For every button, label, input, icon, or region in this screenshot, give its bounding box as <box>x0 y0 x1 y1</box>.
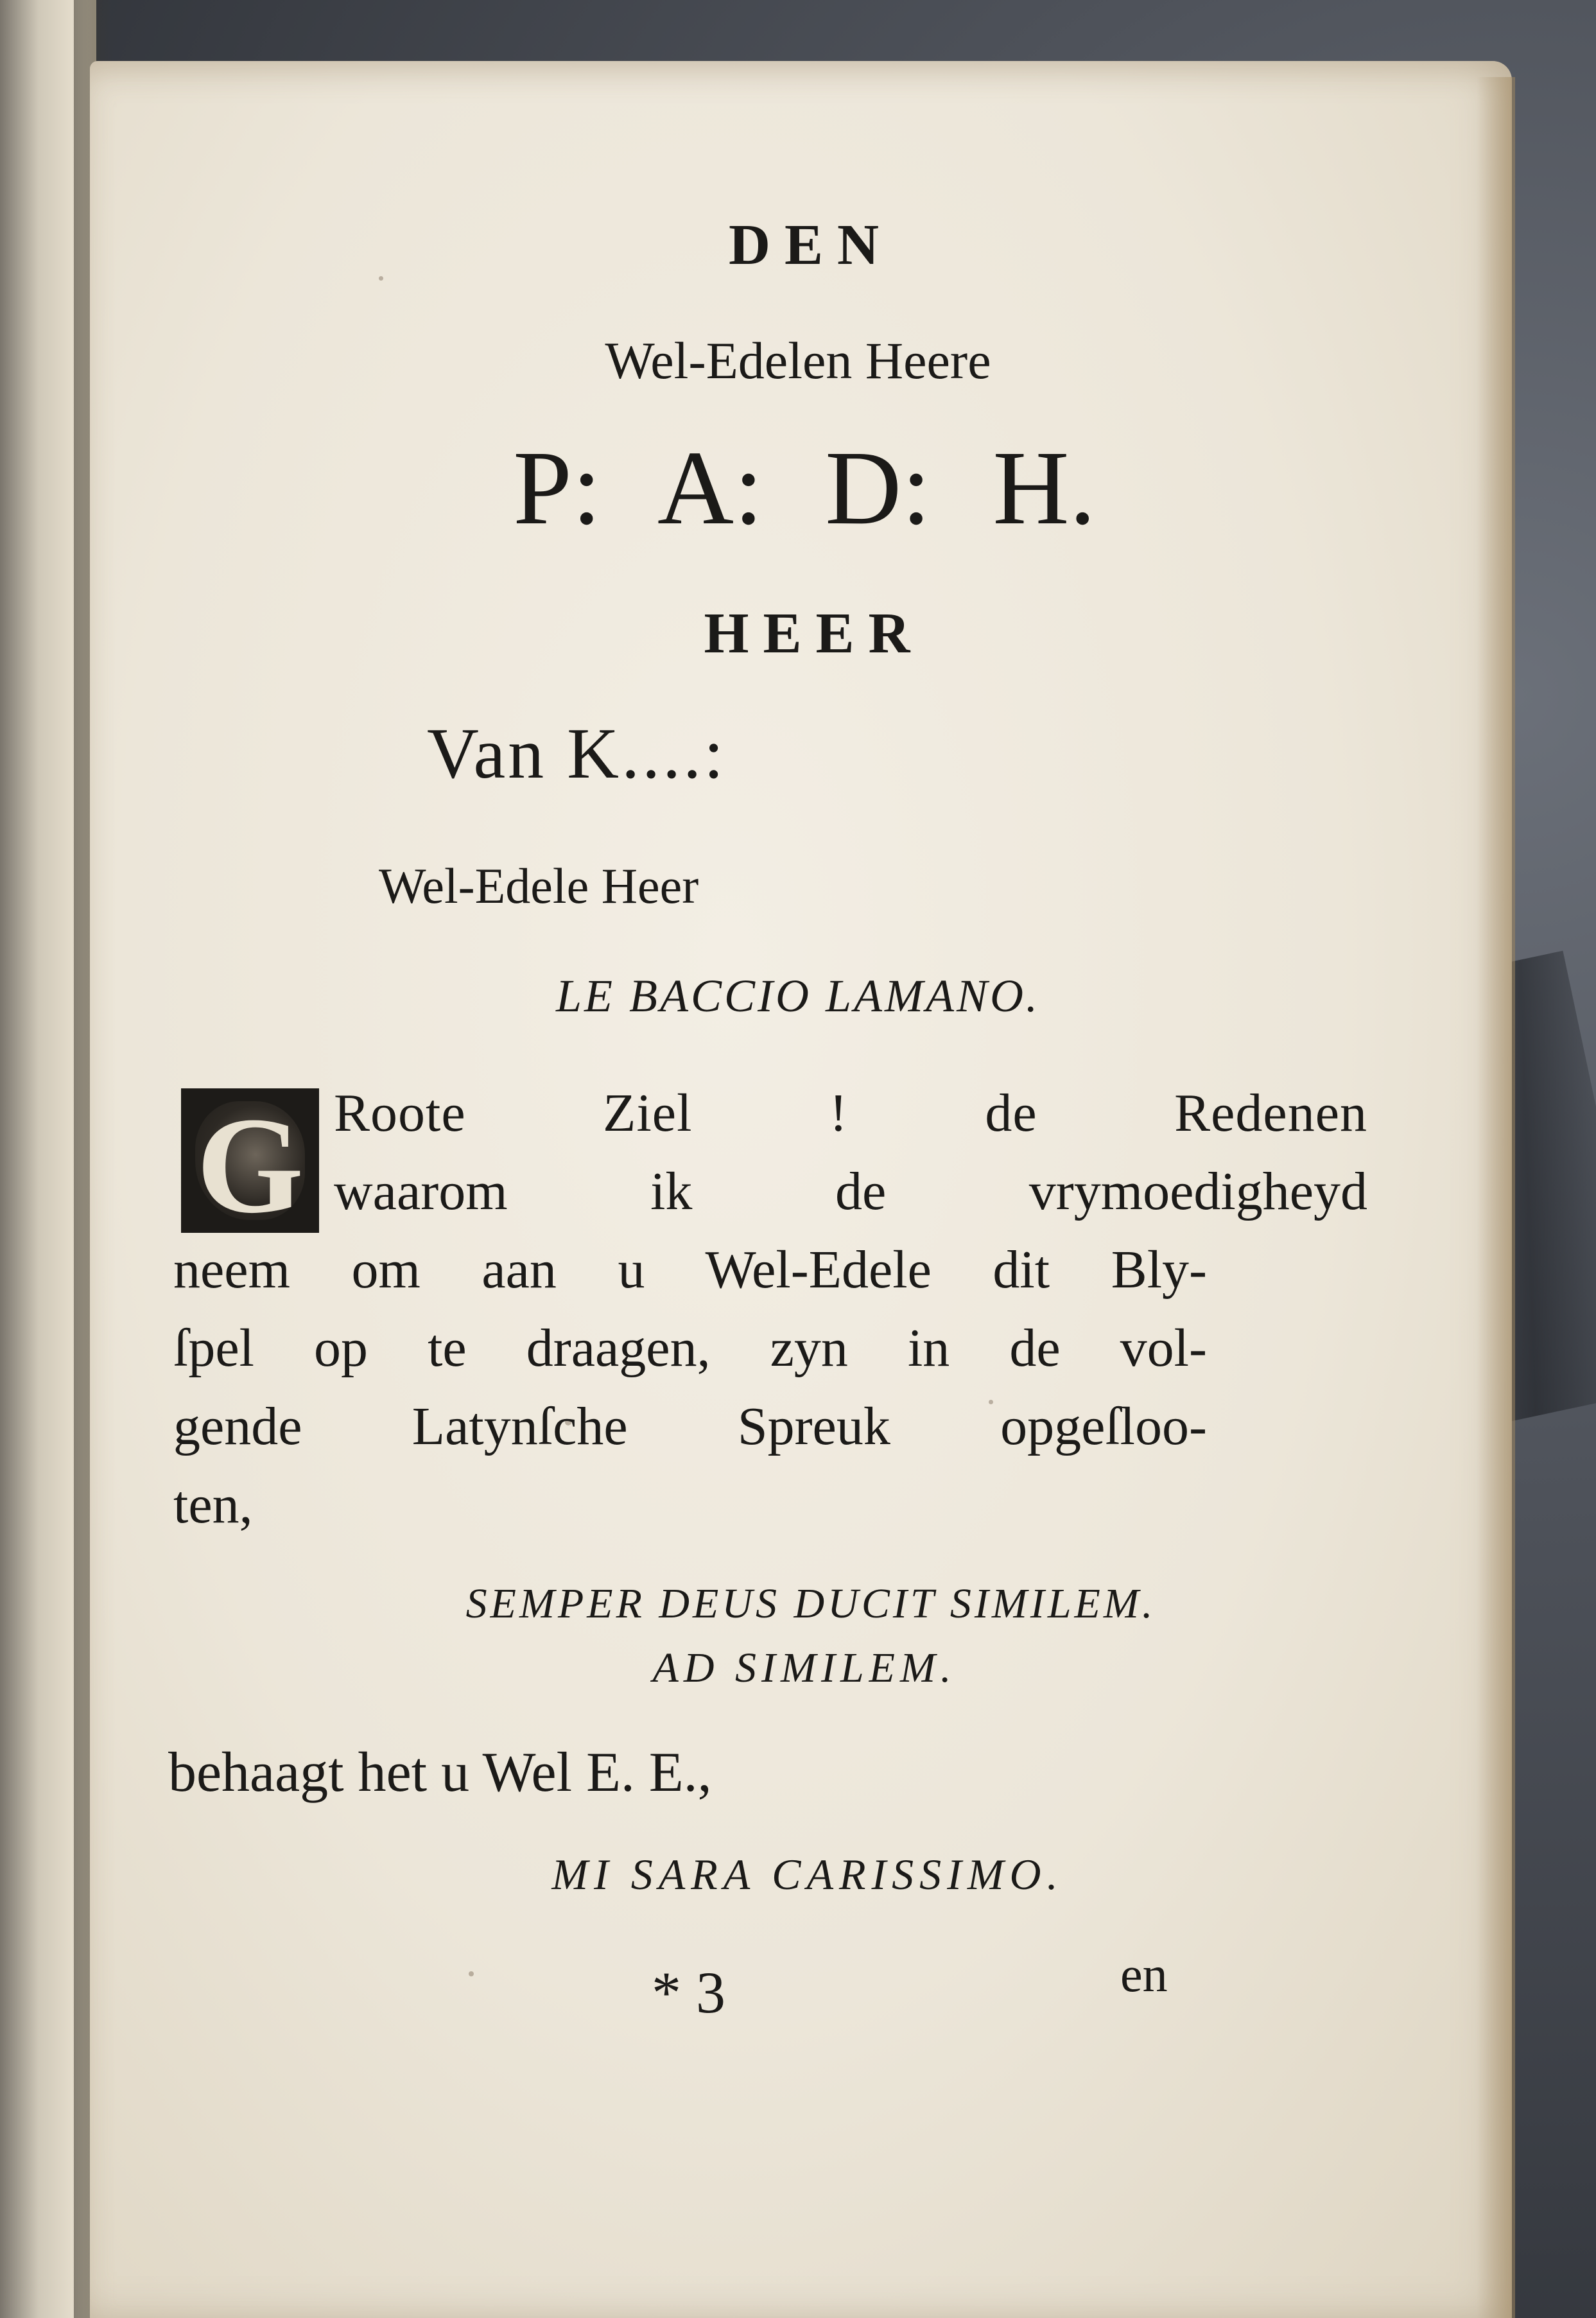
motto: LE BACCIO LAMANO. <box>555 970 1040 1022</box>
body-line: ten, <box>173 1475 253 1535</box>
latin-quote-line-2: AD SIMILEM. <box>652 1644 957 1691</box>
body-line: gende Latynſche Spreuk opgeſloo- <box>173 1397 1207 1456</box>
closing-motto: MI SARA CARISSIMO. <box>551 1850 1064 1899</box>
signature-mark: * 3 <box>652 1960 725 2025</box>
latin-quote-line-1: SEMPER DEUS DUCIT SIMILEM. <box>465 1580 1156 1627</box>
paper-speck <box>469 1971 474 1976</box>
title-heer: HEER <box>704 602 924 665</box>
body-line: ſpel op te draagen, zyn in de vol- <box>173 1318 1207 1378</box>
addressee-line: Wel-Edelen Heere <box>605 331 991 390</box>
body-line: neem om aan u Wel-Edele dit Bly- <box>173 1240 1207 1300</box>
catchword: en <box>1120 1946 1168 2002</box>
van-line: Van K....: <box>427 714 727 794</box>
addressee-initials: P: A: D: H. <box>513 429 1096 546</box>
closing-line: behaagt het u Wel E. E., <box>168 1741 712 1804</box>
body-line: waarom ik de vrymoedigheyd <box>334 1162 1367 1221</box>
header-den: DEN <box>728 213 894 277</box>
body-line: Roote Ziel ! de Redenen <box>334 1083 1367 1143</box>
page-edge-shading <box>1477 77 1515 2318</box>
salutation: Wel-Edele Heer <box>379 858 699 914</box>
decorated-initial <box>181 1088 319 1242</box>
drop-cap-letter: G <box>196 1088 304 1242</box>
